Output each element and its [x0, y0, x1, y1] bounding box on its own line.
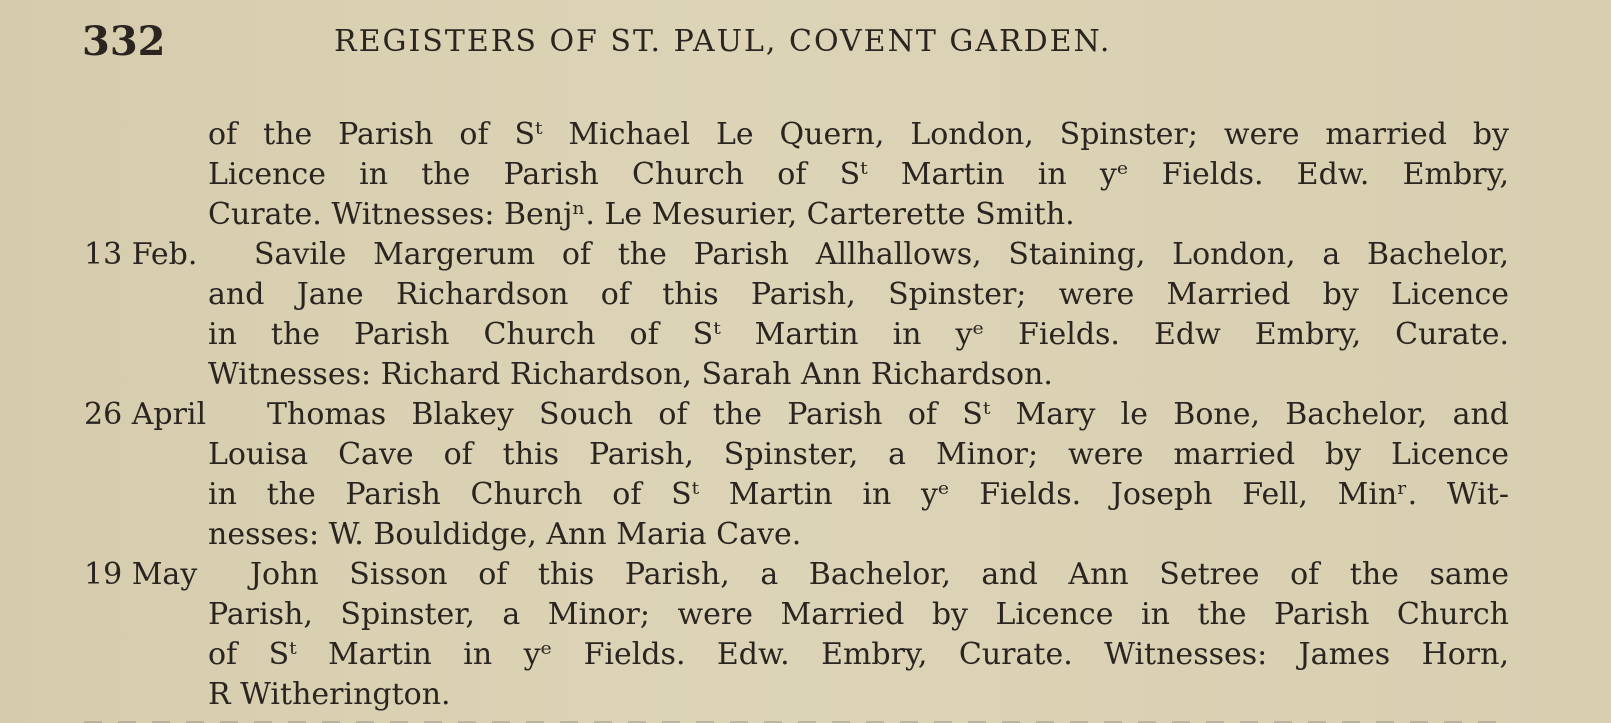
entry-line: Savile Margerum of the Parish Allhallows, Staining, London, a Bachelor,: [254, 237, 1509, 272]
entry-line: of Sᵗ Martin in yᵉ Fields. Edw. Embry, Curate. Witnesses: James Horn,: [208, 637, 1509, 672]
register-entry: [84, 395, 1509, 555]
entry-line: Thomas Blakey Souch of the Parish of Sᵗ Mary le Bone, Bachelor, and: [267, 397, 1509, 432]
entry-date: 13 Feb.: [84, 237, 198, 272]
entry-line: in the Parish Church of Sᵗ Martin in yᵉ Fields. Edw Embry, Curate.: [208, 317, 1509, 352]
entry-date: 19 May: [84, 557, 198, 592]
entry-line: in the Parish Church of Sᵗ Martin in yᵉ Fields. Joseph Fell, Minʳ. Wit-: [208, 477, 1509, 512]
page-header: [82, 18, 1582, 66]
continued-entry: [84, 115, 1509, 235]
entry-first-line: [84, 395, 1509, 435]
register-entry: [84, 235, 1509, 395]
running-head: REGISTERS OF ST. PAUL, COVENT GARDEN.: [334, 24, 1112, 59]
entry-line: and Jane Richardson of this Parish, Spinster; were Married by Licence: [208, 277, 1509, 312]
entry-line: R Witherington.: [208, 677, 451, 712]
entry-line: Licence in the Parish Church of Sᵗ Martin in yᵉ Fields. Edw. Embry,: [208, 157, 1509, 192]
entry-date: 26 April: [84, 397, 207, 432]
entry-first-line: [84, 555, 1509, 595]
entry-line: Witnesses: Richard Richardson, Sarah Ann Richardson.: [208, 357, 1053, 392]
entry-line: John Sisson of this Parish, a Bachelor, and Ann Setree of the same: [250, 557, 1509, 592]
entry-line: Louisa Cave of this Parish, Spinster, a Minor; were married by Licence: [208, 437, 1509, 472]
entry-line: Curate. Witnesses: Benjⁿ. Le Mesurier, Carterette Smith.: [208, 197, 1075, 232]
page-number: 332: [82, 18, 166, 65]
entry-line: Parish, Spinster, a Minor; were Married by Licence in the Parish Church: [208, 597, 1509, 632]
entry-first-line: [84, 235, 1509, 275]
register-text: [84, 115, 1509, 715]
register-entry: [84, 555, 1509, 715]
entry-line: nesses: W. Bouldidge, Ann Maria Cave.: [208, 517, 802, 552]
entry-line: of the Parish of Sᵗ Michael Le Quern, London, Spinster; were married by: [208, 117, 1509, 152]
